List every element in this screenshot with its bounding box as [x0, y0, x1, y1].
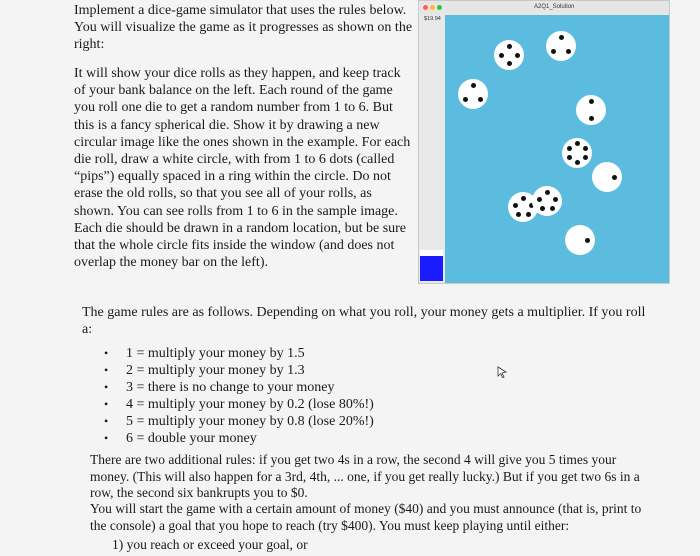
intro-paragraph: Implement a dice-game simulator that uses the rules below. You will visualize the game as it progresses as shown on the right:	[74, 3, 413, 53]
dice-game-window	[418, 0, 670, 284]
rule-item: • 5 = multiply your money by 0.8 (lose 20%!)	[104, 413, 374, 430]
pip-dot	[612, 175, 617, 180]
pip-dot	[585, 238, 590, 243]
rules-list	[104, 345, 374, 447]
pip-dot	[559, 35, 564, 40]
pip-dot	[553, 197, 558, 202]
rule-item: • 3 = there is no change to your money	[104, 379, 374, 396]
mouse-cursor-icon	[496, 366, 508, 378]
window-titlebar	[419, 1, 669, 15]
pip-dot	[550, 206, 555, 211]
pip-dot	[471, 83, 476, 88]
pip-dot	[545, 190, 550, 195]
pip-dot	[515, 53, 520, 58]
pip-dot	[589, 116, 594, 121]
pip-dot	[583, 155, 588, 160]
die-roll-3b	[458, 79, 488, 109]
pip-dot	[540, 206, 545, 211]
pip-dot	[526, 212, 531, 217]
window-title: A2Q1_Solution	[534, 4, 575, 10]
pip-dot	[516, 212, 521, 217]
pip-dot	[513, 203, 518, 208]
minimize-icon[interactable]	[430, 5, 435, 10]
die-roll-4	[494, 40, 524, 70]
close-icon[interactable]	[423, 5, 428, 10]
end-condition-item: 1) you reach or exceed your goal, or	[112, 537, 308, 552]
pip-dot	[567, 146, 572, 151]
additional-rules-paragraph: There are two additional rules: if you get two 4s in a row, the second 4 will give you 5 times your money. (This will also happen for a 3rd, 4th, ... one, if you get really lucky.) But if you get two 6s in a row, the second six bankrupts you to $0.	[90, 452, 640, 500]
pip-dot	[583, 146, 588, 151]
pip-dot	[507, 61, 512, 66]
description-paragraph: It will show your dice rolls as they happen, and keep track of your bank balance on the left. Each round of the game you roll one die to get a random number from 1 to 6. But this is a fancy spherical die. Show it by drawing a new circular image like the ones shown in the example. For each die roll, draw a white circle, with from 1 to 6 dots (called “pips”) equally spaced in a ring within the circle. Do not erase the old rolls, so that you see all of your rolls, as shown. You can see rolls from 1 to 6 in the sample image. Each die should be drawn in a random location, but be sure that the whole circle fits inside the window (and does not overlap the money bar on the left).	[74, 66, 411, 271]
pip-dot	[463, 97, 468, 102]
die-roll-1	[592, 162, 622, 192]
money-bar	[420, 256, 443, 281]
pip-dot	[566, 49, 571, 54]
die-roll-3	[546, 31, 576, 61]
die-roll-1b	[565, 225, 595, 255]
rule-item: • 2 = multiply your money by 1.3	[104, 362, 374, 379]
pip-dot	[478, 97, 483, 102]
pip-dot	[567, 155, 572, 160]
pip-dot	[537, 197, 542, 202]
maximize-icon[interactable]	[437, 5, 442, 10]
pip-dot	[551, 49, 556, 54]
rules-intro-paragraph: The game rules are as follows. Depending on what you roll, your money gets a multiplier. If you roll a:	[82, 305, 646, 337]
pip-dot	[499, 53, 504, 58]
pip-dot	[521, 196, 526, 201]
pip-dot	[575, 160, 580, 165]
rule-item: • 4 = multiply your money by 0.2 (lose 80%!)	[104, 396, 374, 413]
die-roll-5b	[532, 186, 562, 216]
start-paragraph: You will start the game with a certain amount of money ($40) and you must announce (that is, print to the console) a goal that you hope to reach (try $400). You must keep playing until either:	[90, 501, 642, 533]
money-label: $19.94	[424, 16, 441, 22]
die-roll-2	[576, 95, 606, 125]
pip-dot	[589, 99, 594, 104]
die-roll-6	[562, 138, 592, 168]
rule-item: • 1 = multiply your money by 1.5	[104, 345, 374, 362]
pip-dot	[507, 44, 512, 49]
rule-item: • 6 = double your money	[104, 430, 374, 447]
pip-dot	[575, 141, 580, 146]
